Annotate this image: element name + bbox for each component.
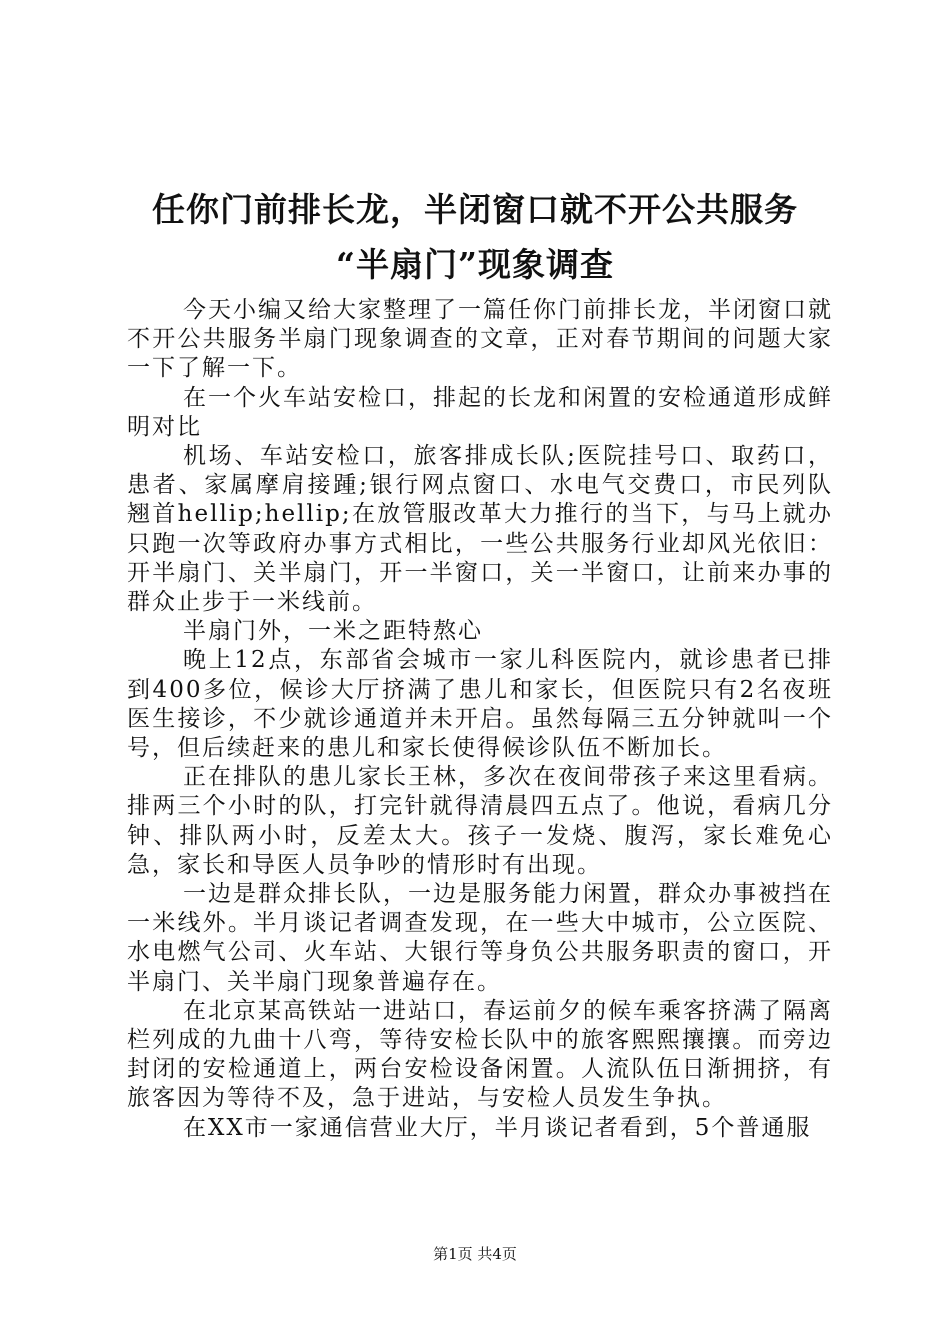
paragraph: 一边是群众排长队，一边是服务能力闲置，群众办事被挡在一米线外。半月谈记者调查发现，在一些大中城市，公立医院、水电燃气公司、火车站、大银行等身负公共服务职责的窗口，开半扇门、关半扇门现象普遍存在。	[127, 881, 833, 995]
paragraph: 在北京某高铁站一进站口，春运前夕的候车乘客挤满了隔离栏列成的九曲十八弯，等待安检长队中的旅客熙熙攘攘。而旁边封闭的安检通道上，两台安检设备闲置。人流队伍日渐拥挤，有旅客因为等待不及，急于进站，与安检人员发生争执。	[127, 997, 833, 1112]
section-heading: 半扇门外，一米之距特熬心	[183, 618, 483, 645]
paragraph: 在XX市一家通信营业大厅，半月谈记者看到，5个普通服	[183, 1114, 812, 1141]
article-body	[127, 296, 833, 1143]
document-title-line-1: 任你门前排长龙，半闭窗口就不开公共服务	[152, 190, 798, 229]
paragraph-photo-caption: 在一个火车站安检口，排起的长龙和闲置的安检通道形成鲜明对比	[127, 384, 833, 440]
document-title-line-2: “半扇门”现象调查	[336, 245, 614, 284]
paragraph: 正在排队的患儿家长王林，多次在夜间带孩子来这里看病。排两三个小时的队，打完针就得清晨四五点了。他说，看病几分钟、排队两小时，反差太大。孩子一发烧、腹泻，家长难免心急，家长和导医人员争吵的情形时有出现。	[127, 764, 833, 878]
paragraph: 机场、车站安检口，旅客排成长队;医院挂号口、取药口，患者、家属摩肩接踵;银行网点窗口、水电气交费口，市民列队翘首hellip;hellip;在放管服改革大力推行的当下，与马上就办只跑一次等政府办事方式相比，一些公共服务行业却风光依旧：开半扇门、关半扇门，开一半窗口，关一半窗口，让前来办事的群众止步于一米线前。	[127, 443, 833, 616]
paragraph-intro: 今天小编又给大家整理了一篇任你门前排长龙，半闭窗口就不开公共服务半扇门现象调查的文章，正对春节期间的问题大家一下了解一下。	[127, 297, 833, 382]
page-number-footer: 第1页 共4页	[433, 1245, 517, 1263]
paragraph: 晚上12点，东部省会城市一家儿科医院内，就诊患者已排到400多位，候诊大厅挤满了患儿和家长，但医院只有2名夜班医生接诊，不少就诊通道并未开启。虽然每隔三五分钟就叫一个号，但后续赶来的患儿和家长使得候诊队伍不断加长。	[127, 647, 833, 762]
